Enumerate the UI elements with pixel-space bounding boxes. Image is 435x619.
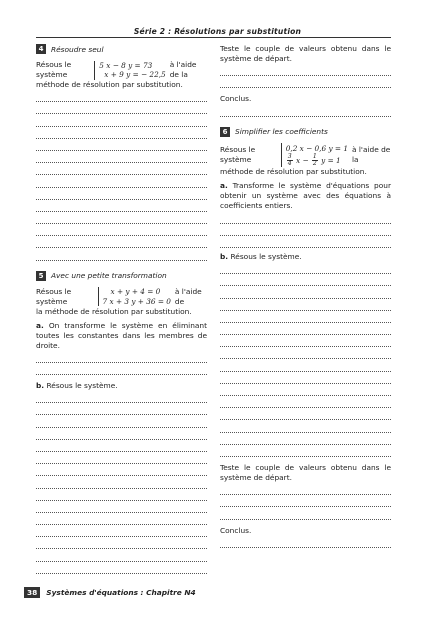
exercise-4-intro-end: méthode de résolution par substitution.: [36, 80, 183, 89]
exercise-4-system-line: [36, 60, 207, 80]
answer-line[interactable]: [36, 151, 207, 163]
exercise-5-part-b-text: Résous le système.: [46, 381, 118, 390]
answer-line[interactable]: [36, 114, 207, 126]
page-footer: [24, 587, 196, 598]
exercise-4-eq1: 5 x − 8 y = 73: [99, 60, 153, 70]
answer-line[interactable]: [36, 248, 207, 260]
exercise-6-intro: Résous le système: [220, 144, 256, 164]
answer-line[interactable]: [36, 562, 207, 574]
answer-line[interactable]: [220, 408, 391, 420]
exercise-5-intro: Résous le système: [36, 286, 72, 306]
exercise-6-part-a-label: a.: [220, 181, 228, 191]
answer-line[interactable]: [36, 391, 207, 403]
answer-line[interactable]: [36, 452, 207, 464]
answer-line[interactable]: [220, 323, 391, 335]
answer-line[interactable]: [36, 464, 207, 476]
answer-line[interactable]: [220, 433, 391, 445]
exercise-5-eq1: x + y + 4 = 0: [110, 287, 161, 297]
exercise-6-title: Simplifier les coefficients: [235, 127, 328, 137]
exercise-6-part-a: [220, 181, 391, 211]
chapter-label: Systèmes d'équations : Chapitre N4: [46, 588, 196, 597]
answer-line[interactable]: [36, 102, 207, 114]
exercise-5-part-b: [36, 381, 207, 391]
exercise-4-title: Résoudre seul: [51, 44, 104, 54]
exercise-6-conclus: Conclus.: [220, 525, 252, 535]
exercise-6-intro-after: à l'aide de la: [351, 144, 391, 164]
answer-line[interactable]: [220, 483, 391, 495]
fraction: $\frac{3}{4}$: [287, 152, 292, 167]
exercise-5-part-a: [36, 321, 207, 351]
exercise-5-intro-end: la méthode de résolution par substitution.: [36, 306, 192, 316]
exercise-6-system: [281, 143, 348, 168]
answer-line[interactable]: [36, 163, 207, 175]
exercise-6-system-line: [220, 143, 391, 168]
answer-line[interactable]: [36, 476, 207, 488]
answer-line[interactable]: [220, 236, 391, 248]
exercise-5-part-a-label: a.: [36, 320, 44, 330]
exercise-6-number: 6: [220, 127, 230, 137]
answer-line[interactable]: [36, 403, 207, 415]
fraction: $\frac{1}{2}$: [312, 152, 317, 167]
answer-line[interactable]: [220, 299, 391, 311]
answer-line[interactable]: [220, 420, 391, 432]
exercise-6-heading: [220, 127, 391, 137]
exercise-5-answer-lines: [36, 391, 207, 574]
exercise-5-system-line: [36, 287, 207, 307]
exercise-5-intro-after: à l'aide de: [174, 286, 202, 306]
answer-line[interactable]: [220, 286, 391, 298]
answer-line[interactable]: [36, 236, 207, 248]
answer-line[interactable]: [36, 175, 207, 187]
answer-line[interactable]: [220, 335, 391, 347]
exercise-6-intro-end: méthode de résolution par substitution.: [220, 167, 367, 177]
exercise-6-part-b-label: b.: [220, 251, 229, 261]
right-top-conclus: Conclus.: [220, 94, 252, 104]
answer-line[interactable]: [36, 537, 207, 549]
answer-line[interactable]: [220, 274, 391, 286]
answer-line[interactable]: [220, 211, 391, 223]
answer-line[interactable]: [36, 212, 207, 224]
right-column: [220, 44, 391, 548]
exercise-4-eq2: x + 9 y = − 22,5: [104, 70, 166, 79]
exercise-5-title: Avec une petite transformation: [51, 271, 167, 281]
header-rule: [36, 37, 391, 38]
exercise-6-test-text: Teste le couple de valeurs obtenu dans le système de départ.: [220, 462, 391, 482]
answer-line[interactable]: [36, 440, 207, 452]
answer-line[interactable]: [220, 104, 391, 116]
answer-line[interactable]: [36, 224, 207, 236]
answer-line[interactable]: [220, 76, 391, 88]
answer-line[interactable]: [36, 415, 207, 427]
exercise-5-system: [98, 287, 171, 306]
answer-line[interactable]: [220, 507, 391, 519]
answer-line[interactable]: [36, 139, 207, 151]
exercise-6-part-a-text: Transforme le système d'équations pour obtenir un système avec des équations à coefficients entiers.: [220, 181, 391, 211]
exercise-4-intro-after: à l'aide de la: [169, 60, 197, 79]
answer-line[interactable]: [36, 513, 207, 525]
exercise-6-eq1: 0,2 x − 0,6 y = 1: [285, 143, 348, 153]
answer-line[interactable]: [220, 536, 391, 548]
page-number: 38: [24, 587, 40, 598]
exercise-6-answer-lines: [220, 262, 391, 457]
exercise-4-heading: [36, 44, 207, 54]
exercise-5-eq2: 7 x + 3 y + 36 = 0: [102, 296, 171, 306]
answer-line[interactable]: [220, 372, 391, 384]
answer-line[interactable]: [36, 525, 207, 537]
answer-line[interactable]: [220, 64, 391, 76]
answer-line[interactable]: [220, 359, 391, 371]
answer-line[interactable]: [220, 495, 391, 507]
answer-line[interactable]: [220, 445, 391, 457]
answer-line[interactable]: [36, 127, 207, 139]
answer-line[interactable]: [36, 363, 207, 375]
page-header: Série 2 : Résolutions par substitution: [133, 27, 302, 36]
answer-line[interactable]: [220, 262, 391, 274]
exercise-4-number: 4: [36, 44, 46, 54]
answer-line[interactable]: [36, 501, 207, 513]
answer-line[interactable]: [36, 549, 207, 561]
exercise-4-answer-lines: [36, 90, 207, 261]
answer-line[interactable]: [36, 188, 207, 200]
exercise-4-intro: Résous le système: [36, 60, 72, 79]
exercise-5-part-b-label: b.: [36, 381, 45, 390]
answer-line[interactable]: [36, 200, 207, 212]
exercise-5-number: 5: [36, 271, 46, 281]
answer-line[interactable]: [36, 489, 207, 501]
exercise-5-heading: [36, 271, 207, 281]
exercise-6-eq2: $\frac{3}{4}$ x − $\frac{1}{2}$ y = 1: [287, 152, 341, 167]
answer-line[interactable]: [220, 384, 391, 396]
exercise-5-part-a-text: On transforme le système en éliminant toutes les constantes dans les membres de droite.: [36, 320, 207, 350]
answer-line[interactable]: [36, 90, 207, 102]
answer-line[interactable]: [36, 351, 207, 363]
answer-line[interactable]: [220, 224, 391, 236]
exercise-6-part-b: [220, 252, 391, 262]
exercise-4-system: [94, 61, 165, 80]
answer-line[interactable]: [220, 347, 391, 359]
left-column: [36, 44, 207, 574]
exercise-6-part-b-text: Résous le système.: [230, 251, 302, 261]
answer-line[interactable]: [220, 396, 391, 408]
answer-line[interactable]: [36, 428, 207, 440]
right-top-test-text: Teste le couple de valeurs obtenu dans le système de départ.: [220, 44, 391, 63]
answer-line[interactable]: [220, 311, 391, 323]
